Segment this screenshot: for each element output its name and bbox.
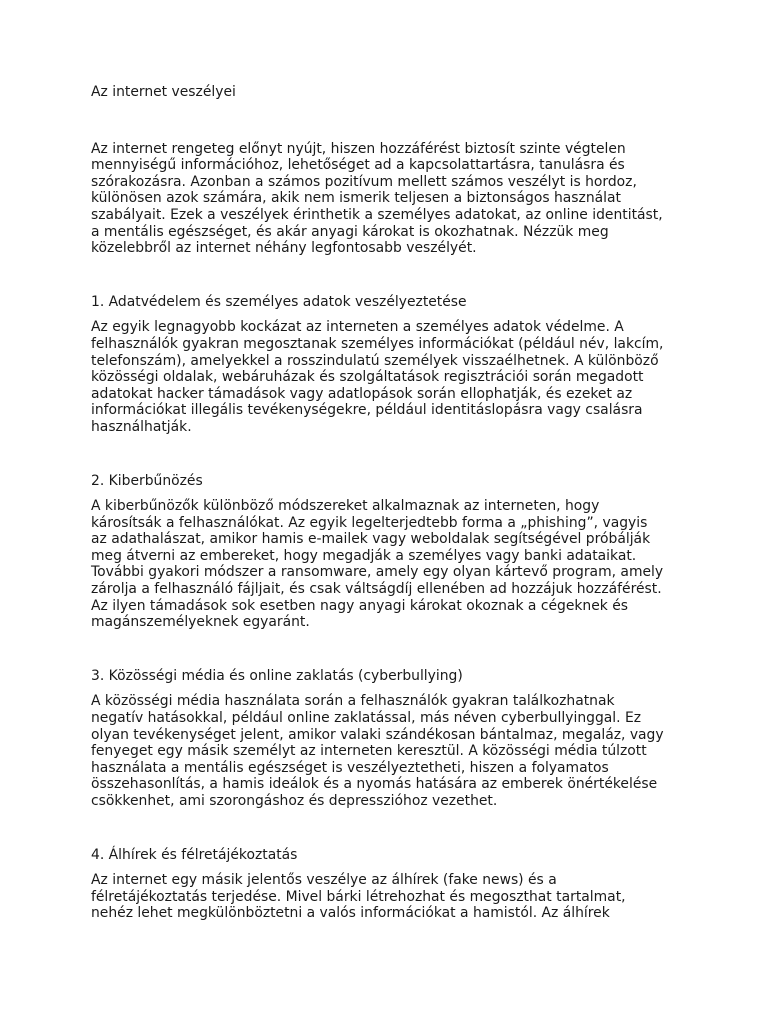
- text-line: összehasonlítás, a hamis ideálok és a nyomás hatására az emberek önértékelése: [91, 776, 658, 793]
- document-page: [91, 84, 691, 922]
- section-heading-3: 3. Közösségi média és online zaklatás (cyberbullying): [91, 667, 463, 684]
- text-line: közösségi oldalak, webáruházak és szolgáltatások regisztrációi során megadott: [91, 369, 644, 386]
- spacer: [91, 257, 691, 294]
- text-line: meg átverni az embereket, hogy megadják a személyes vagy banki adataikat.: [91, 547, 637, 564]
- text-line: információkat illegális tevékenységekre, például identitáslopásra vagy csalásra: [91, 402, 643, 419]
- text-line: szabályait. Ezek a veszélyek érinthetik a személyes adatokat, az online identitást,: [91, 206, 663, 223]
- section-heading-4: 4. Álhírek és félretájékoztatás: [91, 846, 298, 863]
- text-line: csökkenhet, ami szorongáshoz és depresszióhoz vezethet.: [91, 793, 498, 809]
- text-line: használhatják.: [91, 418, 192, 435]
- text-line: mennyiségű információhoz, lehetőséget ad a kapcsolattartásra, tanulásra és: [91, 157, 625, 174]
- text-line: az adathalászat, amikor hamis e-mailek vagy weboldalak segítségével próbálják: [91, 531, 651, 548]
- text-line: közelebbről az internet néhány legfontosabb veszélyét.: [91, 240, 477, 257]
- text-line: Az internet rengeteg előnyt nyújt, hiszen hozzáférést biztosít szinte végtelen: [91, 140, 626, 157]
- spacer: [91, 436, 691, 473]
- section-paragraph-1: [91, 319, 691, 435]
- text-line: felhasználók gyakran megosztanak személyes információkat (például név, lakcím,: [91, 335, 664, 352]
- text-line: a mentális egészséget, és akár anyagi károkat is okozhatnak. Nézzük meg: [91, 223, 609, 240]
- section-paragraph-2: [91, 498, 691, 631]
- text-line: szórakozásra. Azonban a számos pozitívum mellett számos veszélyt is hordoz,: [91, 173, 637, 190]
- text-line: különösen azok számára, akik nem ismerik teljesen a biztonságos használat: [91, 190, 621, 207]
- text-line: adatokat hacker támadások vagy adatlopások során ellophatják, és ezeket az: [91, 385, 633, 402]
- document-title: Az internet veszélyei: [91, 84, 236, 100]
- section-paragraph-3: [91, 693, 691, 809]
- text-line: zárolja a felhasználó fájljait, és csak váltságdíj ellenében ad hozzájuk hozzáférést.: [91, 581, 662, 598]
- text-line: Az internet egy másik jelentős veszélye az álhírek (fake news) és a: [91, 872, 557, 889]
- text-line: Az ilyen támadások sok esetben nagy anyagi károkat okoznak a cégeknek és: [91, 597, 629, 614]
- section-heading-1: 1. Adatvédelem és személyes adatok veszélyeztetése: [91, 293, 467, 310]
- text-line: A kiberbűnözők különböző módszereket alkalmaznak az interneten, hogy: [91, 498, 600, 515]
- spacer: [91, 810, 691, 847]
- text-line: telefonszám), amelyekkel a rosszindulatú személyek visszaélhetnek. A különböző: [91, 352, 659, 369]
- text-line: olyan tevékenységet jelent, amikor valaki szándékosan bántalmaz, megaláz, vagy: [91, 726, 664, 743]
- text-line: használata a mentális egészséget is veszélyeztetheti, hiszen a folyamatos: [91, 759, 609, 776]
- spacer: [91, 631, 691, 668]
- text-line: károsítsák a felhasználókat. Az egyik legelterjedtebb forma a „phishing”, vagyis: [91, 514, 648, 531]
- text-line: Az egyik legnagyobb kockázat az interneten a személyes adatok védelme. A: [91, 319, 624, 336]
- text-line: fenyeget egy másik személyt az interneten keresztül. A közösségi média túlzott: [91, 743, 647, 760]
- text-line: negatív hatásokkal, például online zaklatással, más néven cyberbullyinggal. Ez: [91, 710, 642, 727]
- text-line: magánszemélyeknek egyaránt.: [91, 614, 310, 631]
- text-line: félretájékoztatás terjedése. Mivel bárki létrehozhat és megoszthat tartalmat,: [91, 888, 626, 905]
- section-paragraph-4: [91, 872, 691, 922]
- section-heading-2: 2. Kiberbűnözés: [91, 472, 203, 489]
- text-line: nehéz lehet megkülönböztetni a valós információkat a hamistól. Az álhírek: [91, 905, 610, 922]
- text-line: További gyakori módszer a ransomware, amely egy olyan kártevő program, amely: [91, 564, 664, 581]
- text-line: A közösségi média használata során a felhasználók gyakran találkozhatnak: [91, 693, 615, 710]
- intro-paragraph: [91, 141, 691, 257]
